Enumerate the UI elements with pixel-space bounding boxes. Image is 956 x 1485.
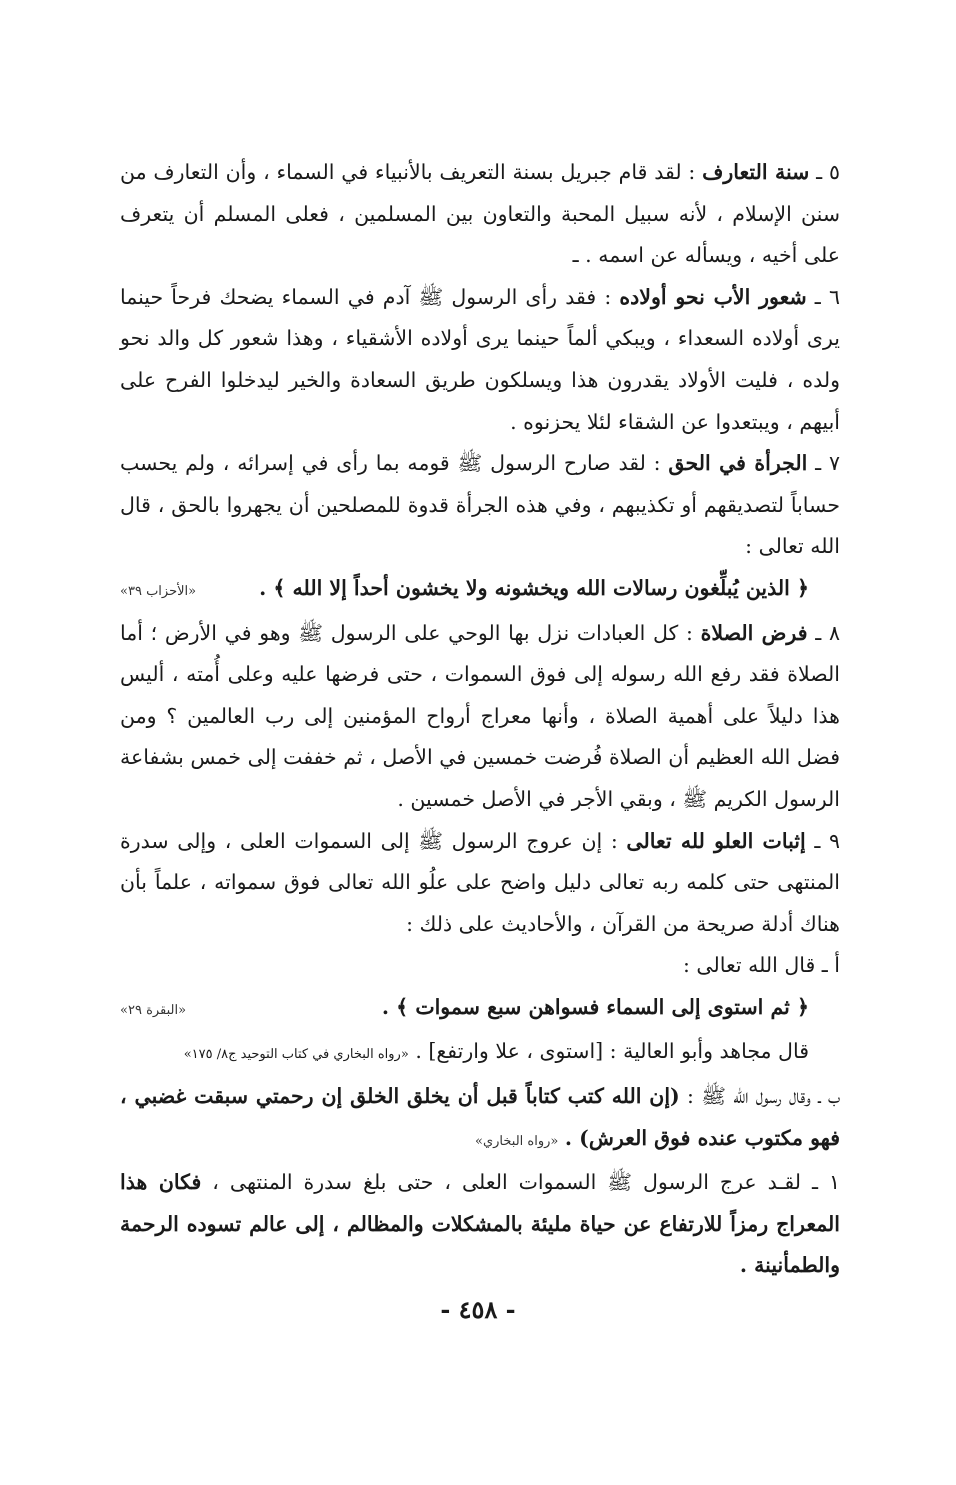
- item-7-text: : لقد صارح الرسول ﷺ قومه بما رأى في إسرائه ، ولم يحسب حساباً لتصديقهم أو تكذيبهم ، وفي هذه الجرأة قدوة للمصلحين أن يجهروا بالحق ، قال الله تعالى :: [120, 451, 840, 559]
- item-5-text: : لقد قام جبريل بسنة التعريف بالأنبياء في السماء ، وأن التعارف من سنن الإسلام ، لأنه سبيل المحبة والتعاون بين المسلمين ، فعلى المسلم أن يتعرف على أخيه ، ويسأله عن اسمه . ـ: [120, 160, 840, 268]
- item-7-verse: ﴿ الذين يُبلِّغون رسالات الله ويخشونه ولا يخشون أحداً إلا الله ﴾ .: [259, 575, 809, 600]
- sub-a-verse-line: [120, 987, 840, 1032]
- sub-b-hadith: (إن الله كتب كتاباً قبل أن يخلق الخلق إن رحمتي سبقت غضبي ، فهو مكتوب عنده فوق العرش) .: [120, 1084, 840, 1150]
- sub-a-label: أ ـ قال الله تعالى :: [682, 953, 840, 978]
- final-item-text-bold: فكان هذا المعراج رمزاً للارتفاع عن حياة مليئة بالمشكلات والمظالم ، إلى عالم تسوده الرحمة والطمأنينة .: [120, 1170, 840, 1278]
- sub-a-note-line: [120, 1031, 840, 1076]
- item-7-title: الجرأة في الحق: [668, 451, 808, 476]
- item-5: [120, 152, 840, 277]
- item-7: [120, 443, 840, 568]
- sub-a-verse: ﴿ ثم استوى إلى السماء فسواهن سبع سموات ﴾ .: [381, 994, 809, 1019]
- page-body: [120, 152, 840, 1287]
- sub-a-note: قال مجاهد وأبو العالية : [استوى ، علا وارتفع] .: [415, 1039, 809, 1064]
- item-6: [120, 277, 840, 443]
- item-5-title: سنة التعارف: [702, 160, 810, 184]
- item-8: [120, 613, 840, 821]
- final-item-text-start: لقـد عرج الرسول ﷺ السموات العلى ، حتى بلغ سدرة المنتهى ،: [212, 1170, 802, 1195]
- item-8-title: فرض الصلاة: [700, 620, 808, 645]
- item-7-number: ٧ ـ: [815, 451, 840, 476]
- item-9-title: إثبات العلو لله تعالى: [626, 828, 806, 853]
- item-6-title: شعور الأب نحو أولاده: [619, 284, 807, 309]
- item-8-number: ٨ ـ: [815, 620, 840, 645]
- item-5-number: ٥ ـ: [816, 160, 840, 184]
- item-8-text: : كل العبادات نزل بها الوحي على الرسول ﷺ وهو في الأرض ؛ أما الصلاة فقد رفع الله رسوله إلى فوق السموات ، حتى فرضها عليه وعلى أُمته ، أليس هذا دليلاً على أهمية الصلاة ، وأنها معراج أرواح المؤمنين إلى رب العالمين ؟ ومن فضل الله العظيم أن الصلاة فُرضت خمسين في الأصل ، ثم خففت إلى خمس بشفاعة الرسول الكريم ﷺ ، وبقي الأجر في الأصل خمسين .: [120, 620, 840, 811]
- sub-a-note-citation: «رواه البخاري في كتاب التوحيد ج٨/ ١٧٥»: [183, 1047, 409, 1063]
- sub-b: [120, 1076, 840, 1162]
- item-7-verse-citation: «الأحزاب ٣٩»: [120, 583, 197, 599]
- item-9-text: : إن عروج الرسول ﷺ إلى السموات العلى ، وإلى سدرة المنتهى حتى كلمه ربه تعالى دليل واضح على علُو الله تعالى فوق سمواته ، علماً بأن هناك أدلة صريحة من القرآن ، والأحاديث على ذلك :: [120, 828, 840, 936]
- final-item: [120, 1162, 840, 1287]
- page-number: - ٤٥٨ -: [440, 1295, 516, 1324]
- item-6-text: : فقد رأى الرسول ﷺ آدم في السماء يضحك فرحاً حينما يرى أولاده السعداء ، ويبكي ألماً حينما يرى أولاده الأشقياء ، وهذا شعور كل والد نحو ولده ، فليت الأولاد يقدرون هذا ويسلكون طريق السعادة والخير ليدخلوا الفرح على أبيهم ، ويبتعدوا عن الشقاء لئلا يحزنوه .: [120, 284, 840, 434]
- final-item-number: ١ ـ: [812, 1170, 840, 1195]
- sub-a-verse-citation: «البقرة ٢٩»: [120, 1002, 187, 1018]
- sub-b-hadith-citation: «رواه البخاري»: [475, 1133, 559, 1149]
- item-6-number: ٦ ـ: [814, 284, 840, 309]
- item-7-verse-line: [120, 568, 840, 613]
- item-9: [120, 821, 840, 946]
- sub-b-intro: ب ـ وقال رسول الله ﷺ :: [687, 1084, 840, 1109]
- item-9-number: ٩ ـ: [814, 828, 840, 853]
